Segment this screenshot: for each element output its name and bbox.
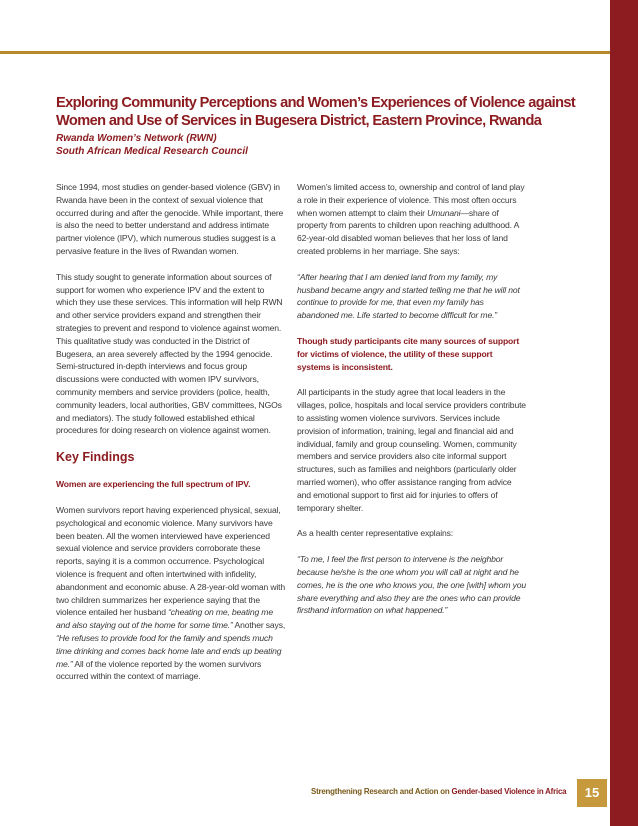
right-column	[297, 181, 527, 630]
finding-1-heading: Women are experiencing the full spectrum of IPV.	[56, 479, 251, 490]
author-2: South African Medical Research Council	[56, 146, 248, 157]
neighbor-quote: “To me, I feel the first person to intervene is the neighbor because he/she is the one whom you will call at night and he comes, he is the one who knows you, the one [with] whom you share everything and also they are the ones who can provide firsthand information on what happened.”	[297, 554, 527, 616]
land-text-b: —share of property from parents to children upon reaching adulthood. A 62-year-old disabled woman believes that her loss of land created problems in her marriage. She says:	[297, 207, 519, 256]
finding-2-heading: Though study participants cite many sources of support for victims of violence, the utility of these support systems is inconsistent.	[297, 335, 520, 372]
page-title: Exploring Community Perceptions and Women’s Experiences of Violence against Women and Use of Services in Bugesera District, Eastern Province, Rwanda	[56, 95, 576, 129]
violence-paragraph	[56, 504, 286, 683]
intro-paragraph: Since 1994, most studies on gender-based violence (GBV) in Rwanda have been in the context of sexual violence that occurred during and after the genocide. While important, there is also the need to better understand and address intimate partner violence (IPV), which numerous studies suggest is a pervasive feature in the lives of Rwandan women.	[56, 182, 284, 256]
land-paragraph	[297, 181, 527, 258]
health-center-intro: As a health center representative explains:	[297, 528, 453, 539]
left-column	[56, 181, 286, 696]
page-number: 15	[577, 779, 607, 807]
land-text-a: Women’s limited access to, ownership and control of land play a role in their experience of violence. This most often occurs when women attempt to claim their	[297, 182, 525, 218]
footer-running-title	[311, 787, 581, 796]
survivor-quote-1: “cheating on me, beating me and also staying out of the home for some time.”	[56, 607, 273, 631]
study-paragraph: This study sought to generate information about sources of support for women who experience IPV and the extent to which they use these services. This information will help RWN and other service providers expand and strengthen their strategies to prevent and respond to violence against women. This qualitative study was conducted in the District of Bugesera, an area severely affected by the 1994 genocide. Semi-structured in-depth interviews and focus group discussions were conducted with women IPV survivors, community members and service providers (police, health, community leaders, local authorities, GBV committees, NGOs and mediators). The study followed established ethical procedures for doing research on violence against women.	[56, 271, 283, 436]
authors-block	[56, 132, 356, 158]
support-paragraph: All participants in the study agree that local leaders in the villages, police, hospitals and local service providers contribute to assisting women violence survivors. Services include provision of information, training, legal and financial aid and individual, family and group counseling. Women, community members and service providers also cite informal support structures, such as families and neighbors (particularly older married women), who offer assistance ranging from advice and emotional support to first aid for injuries to offers of temporary shelter.	[297, 387, 526, 513]
violence-text-a: Women survivors report having experienced physical, sexual, psychological and economic violence. Many survivors have been beaten. All the women interviewed have experienced sexual violence and service providers corroborate these reports, saying it is a common occurrence. Psychological violence is frequent and often intertwined with infidelity, abandonment and economic abuse. A 28-year-old woman with two children summarizes her experience saying that the violence entailed her husband	[56, 504, 286, 618]
violence-text-b: Another says,	[232, 620, 286, 631]
land-quote: “After hearing that I am denied land from my family, my husband became angry and started telling me that he will not continue to provide for me, that even my family has abandoned me. Life started to become difficult for me.”	[297, 271, 520, 321]
footer-text-a: Strengthening Research and Action on	[311, 787, 452, 796]
footer-text-b: Gender-based Violence in Africa	[451, 787, 567, 796]
umunani-term: Umunani	[427, 207, 461, 218]
key-findings-heading: Key Findings	[56, 450, 135, 465]
right-margin-bar	[610, 0, 638, 826]
violence-text-c: All of the violence reported by the women survivors occurred within the context of marriage.	[56, 658, 262, 682]
author-1: Rwanda Women’s Network (RWN)	[56, 133, 217, 144]
top-rule	[0, 51, 610, 54]
survivor-quote-2: “He refuses to provide food for the family and spends much time drinking and comes back home late and ends up beating me.”	[56, 632, 282, 669]
